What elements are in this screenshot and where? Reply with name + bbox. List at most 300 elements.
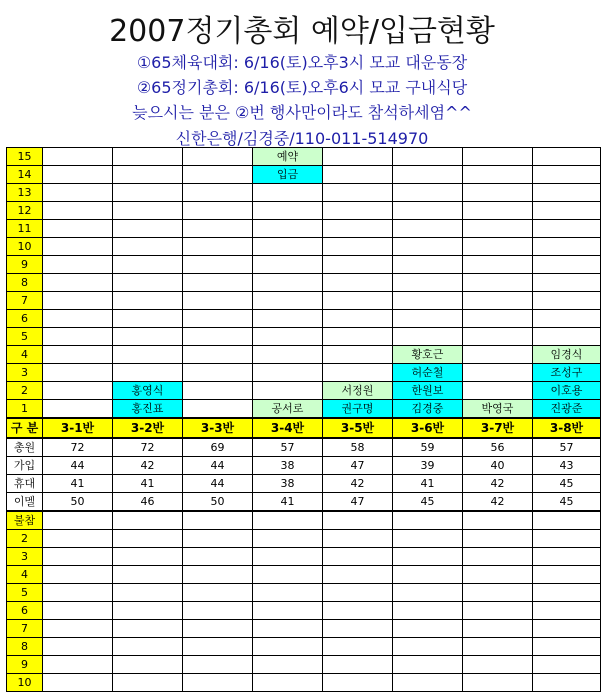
empty-cell[interactable] bbox=[323, 602, 393, 620]
empty-cell[interactable] bbox=[533, 674, 601, 692]
empty-cell[interactable] bbox=[323, 346, 393, 364]
empty-cell[interactable] bbox=[183, 148, 253, 166]
absent-row-label[interactable]: 9 bbox=[7, 656, 43, 674]
empty-cell[interactable] bbox=[43, 256, 113, 274]
stat-value[interactable]: 57 bbox=[253, 438, 323, 457]
empty-cell[interactable] bbox=[253, 638, 323, 656]
stat-value[interactable]: 38 bbox=[253, 475, 323, 493]
empty-cell[interactable] bbox=[43, 148, 113, 166]
empty-cell[interactable] bbox=[43, 220, 113, 238]
empty-cell[interactable] bbox=[323, 202, 393, 220]
empty-cell[interactable] bbox=[533, 656, 601, 674]
stat-value[interactable]: 41 bbox=[113, 475, 183, 493]
stat-value[interactable]: 41 bbox=[43, 475, 113, 493]
empty-cell[interactable] bbox=[393, 530, 463, 548]
notice-line: 늦으시는 분은 ②번 행사만이라도 참석하세염^^ bbox=[132, 103, 472, 122]
empty-cell[interactable] bbox=[323, 548, 393, 566]
stat-label[interactable]: 휴대 bbox=[7, 475, 43, 493]
stat-value[interactable]: 43 bbox=[533, 457, 601, 475]
empty-cell[interactable] bbox=[323, 530, 393, 548]
empty-cell[interactable] bbox=[113, 274, 183, 292]
empty-cell[interactable] bbox=[183, 274, 253, 292]
slot-row bbox=[7, 220, 601, 238]
row-label[interactable]: 12 bbox=[7, 202, 43, 220]
empty-cell[interactable] bbox=[463, 148, 533, 166]
empty-cell[interactable] bbox=[463, 566, 533, 584]
name-cell[interactable]: 홍영식 bbox=[113, 382, 183, 400]
empty-cell[interactable] bbox=[43, 566, 113, 584]
slot-row bbox=[7, 310, 601, 328]
empty-cell[interactable] bbox=[253, 292, 323, 310]
absent-row-label[interactable]: 4 bbox=[7, 566, 43, 584]
class-header-row bbox=[7, 418, 601, 438]
name-cell[interactable]: 조성구 bbox=[533, 364, 601, 382]
empty-cell[interactable] bbox=[533, 166, 601, 184]
empty-cell[interactable] bbox=[463, 602, 533, 620]
empty-cell[interactable] bbox=[393, 511, 463, 530]
row-label[interactable]: 11 bbox=[7, 220, 43, 238]
stat-value[interactable]: 44 bbox=[183, 457, 253, 475]
row-label[interactable]: 7 bbox=[7, 292, 43, 310]
class-header-6[interactable]: 3-6반 bbox=[393, 418, 463, 438]
empty-cell[interactable] bbox=[463, 274, 533, 292]
name-cell[interactable]: 홍진표 bbox=[113, 400, 183, 419]
empty-cell[interactable] bbox=[253, 674, 323, 692]
empty-cell[interactable] bbox=[253, 202, 323, 220]
empty-cell[interactable] bbox=[533, 310, 601, 328]
empty-cell[interactable] bbox=[463, 620, 533, 638]
empty-cell[interactable] bbox=[323, 674, 393, 692]
empty-cell[interactable] bbox=[533, 220, 601, 238]
class-header-label[interactable]: 구 분 bbox=[7, 418, 43, 438]
empty-cell[interactable] bbox=[183, 238, 253, 256]
empty-cell[interactable] bbox=[393, 220, 463, 238]
empty-cell[interactable] bbox=[393, 256, 463, 274]
empty-cell[interactable] bbox=[533, 256, 601, 274]
empty-cell[interactable] bbox=[463, 584, 533, 602]
absent-row bbox=[7, 638, 601, 656]
slot-row bbox=[7, 256, 601, 274]
class-header-8[interactable]: 3-8반 bbox=[533, 418, 601, 438]
empty-cell[interactable] bbox=[393, 566, 463, 584]
row-label[interactable]: 8 bbox=[7, 274, 43, 292]
class-header-2[interactable]: 3-2반 bbox=[113, 418, 183, 438]
empty-cell[interactable] bbox=[43, 400, 113, 419]
empty-cell[interactable] bbox=[463, 184, 533, 202]
empty-cell[interactable] bbox=[113, 656, 183, 674]
slot-row bbox=[7, 382, 601, 400]
empty-cell[interactable] bbox=[43, 584, 113, 602]
empty-cell[interactable] bbox=[43, 511, 113, 530]
empty-cell[interactable] bbox=[393, 674, 463, 692]
empty-cell[interactable] bbox=[113, 292, 183, 310]
empty-cell[interactable] bbox=[323, 184, 393, 202]
empty-cell[interactable] bbox=[183, 620, 253, 638]
empty-cell[interactable] bbox=[183, 656, 253, 674]
stat-label[interactable]: 총원 bbox=[7, 438, 43, 457]
stat-value[interactable]: 72 bbox=[113, 438, 183, 457]
name-cell[interactable]: 한원보 bbox=[393, 382, 463, 400]
slot-row bbox=[7, 202, 601, 220]
row-label[interactable]: 5 bbox=[7, 328, 43, 346]
row-label[interactable]: 4 bbox=[7, 346, 43, 364]
empty-cell[interactable] bbox=[393, 584, 463, 602]
event-line-sports-day: ①65체육대회: 6/16(토)오후3시 모교 대운동장 bbox=[136, 53, 468, 72]
empty-cell[interactable] bbox=[113, 184, 183, 202]
empty-cell[interactable] bbox=[463, 292, 533, 310]
empty-cell[interactable] bbox=[323, 292, 393, 310]
empty-cell[interactable] bbox=[113, 220, 183, 238]
empty-cell[interactable] bbox=[43, 548, 113, 566]
empty-cell[interactable] bbox=[533, 148, 601, 166]
event-line-general-meeting: ②65정기총회: 6/16(토)오후6시 모교 구내식당 bbox=[136, 78, 468, 97]
empty-cell[interactable] bbox=[253, 346, 323, 364]
empty-cell[interactable] bbox=[183, 310, 253, 328]
empty-cell[interactable] bbox=[463, 310, 533, 328]
empty-cell[interactable] bbox=[43, 364, 113, 382]
empty-cell[interactable] bbox=[533, 238, 601, 256]
name-cell[interactable]: 이호용 bbox=[533, 382, 601, 400]
empty-cell[interactable] bbox=[113, 346, 183, 364]
stat-value[interactable]: 38 bbox=[253, 457, 323, 475]
name-cell[interactable]: 진광준 bbox=[533, 400, 601, 419]
empty-cell[interactable] bbox=[113, 310, 183, 328]
empty-cell[interactable] bbox=[323, 364, 393, 382]
empty-cell[interactable] bbox=[183, 292, 253, 310]
empty-cell[interactable] bbox=[43, 638, 113, 656]
empty-cell[interactable] bbox=[113, 202, 183, 220]
empty-cell[interactable] bbox=[183, 202, 253, 220]
empty-cell[interactable] bbox=[253, 530, 323, 548]
empty-cell[interactable] bbox=[533, 602, 601, 620]
empty-cell[interactable] bbox=[253, 548, 323, 566]
stat-label[interactable]: 가입 bbox=[7, 457, 43, 475]
name-cell[interactable]: 허순철 bbox=[393, 364, 463, 382]
slot-row bbox=[7, 166, 601, 184]
name-cell[interactable]: 서정원 bbox=[323, 382, 393, 400]
empty-cell[interactable] bbox=[43, 292, 113, 310]
empty-cell[interactable] bbox=[323, 238, 393, 256]
empty-cell[interactable] bbox=[253, 184, 323, 202]
empty-cell[interactable] bbox=[393, 202, 463, 220]
stat-value[interactable]: 46 bbox=[113, 493, 183, 512]
stat-value[interactable]: 59 bbox=[393, 438, 463, 457]
empty-cell[interactable] bbox=[323, 511, 393, 530]
row-label[interactable]: 14 bbox=[7, 166, 43, 184]
empty-cell[interactable] bbox=[113, 256, 183, 274]
empty-cell[interactable] bbox=[183, 166, 253, 184]
empty-cell[interactable] bbox=[113, 364, 183, 382]
empty-cell[interactable] bbox=[393, 310, 463, 328]
row-label[interactable]: 13 bbox=[7, 184, 43, 202]
empty-cell[interactable] bbox=[253, 656, 323, 674]
empty-cell[interactable] bbox=[113, 602, 183, 620]
stat-value[interactable]: 45 bbox=[533, 493, 601, 512]
absent-row bbox=[7, 548, 601, 566]
name-cell[interactable]: 박영국 bbox=[463, 400, 533, 419]
row-label[interactable]: 10 bbox=[7, 238, 43, 256]
stat-value[interactable]: 42 bbox=[323, 475, 393, 493]
empty-cell[interactable] bbox=[183, 346, 253, 364]
empty-cell[interactable] bbox=[393, 328, 463, 346]
stat-value[interactable]: 42 bbox=[113, 457, 183, 475]
empty-cell[interactable] bbox=[463, 166, 533, 184]
empty-cell[interactable] bbox=[533, 548, 601, 566]
empty-cell[interactable] bbox=[113, 674, 183, 692]
row-label[interactable]: 1 bbox=[7, 400, 43, 419]
empty-cell[interactable] bbox=[183, 638, 253, 656]
empty-cell[interactable] bbox=[463, 220, 533, 238]
name-cell[interactable]: 권구명 bbox=[323, 400, 393, 419]
stat-value[interactable]: 42 bbox=[463, 475, 533, 493]
empty-cell[interactable] bbox=[393, 620, 463, 638]
slot-row bbox=[7, 184, 601, 202]
absent-row-label[interactable]: 2 bbox=[7, 530, 43, 548]
stat-value[interactable]: 41 bbox=[393, 475, 463, 493]
empty-cell[interactable] bbox=[323, 584, 393, 602]
empty-cell[interactable] bbox=[463, 202, 533, 220]
empty-cell[interactable] bbox=[463, 238, 533, 256]
slot-row bbox=[7, 148, 601, 166]
empty-cell[interactable] bbox=[393, 274, 463, 292]
empty-cell[interactable] bbox=[253, 328, 323, 346]
empty-cell[interactable] bbox=[533, 202, 601, 220]
empty-cell[interactable] bbox=[323, 328, 393, 346]
absent-row-label[interactable]: 6 bbox=[7, 602, 43, 620]
empty-cell[interactable] bbox=[43, 328, 113, 346]
stat-value[interactable]: 41 bbox=[253, 493, 323, 512]
empty-cell[interactable] bbox=[463, 346, 533, 364]
empty-cell[interactable] bbox=[533, 292, 601, 310]
page-title: 2007정기총회 예약/입금현황 bbox=[109, 14, 495, 49]
empty-cell[interactable] bbox=[533, 584, 601, 602]
empty-cell[interactable] bbox=[393, 292, 463, 310]
empty-cell[interactable] bbox=[113, 584, 183, 602]
empty-cell[interactable] bbox=[113, 166, 183, 184]
stat-value[interactable]: 72 bbox=[43, 438, 113, 457]
class-header-5[interactable]: 3-5반 bbox=[323, 418, 393, 438]
empty-cell[interactable] bbox=[393, 602, 463, 620]
empty-cell[interactable] bbox=[183, 566, 253, 584]
empty-cell[interactable] bbox=[183, 530, 253, 548]
empty-cell[interactable] bbox=[113, 548, 183, 566]
empty-cell[interactable] bbox=[533, 620, 601, 638]
empty-cell[interactable] bbox=[113, 148, 183, 166]
empty-cell[interactable] bbox=[183, 400, 253, 419]
class-header-7[interactable]: 3-7반 bbox=[463, 418, 533, 438]
empty-cell[interactable] bbox=[323, 274, 393, 292]
absent-row bbox=[7, 602, 601, 620]
stat-value[interactable]: 40 bbox=[463, 457, 533, 475]
empty-cell[interactable] bbox=[43, 166, 113, 184]
empty-cell[interactable] bbox=[533, 274, 601, 292]
absent-row-label[interactable]: 8 bbox=[7, 638, 43, 656]
empty-cell[interactable] bbox=[253, 256, 323, 274]
empty-cell[interactable] bbox=[183, 548, 253, 566]
stat-row bbox=[7, 457, 601, 475]
name-cell[interactable]: 임경식 bbox=[533, 346, 601, 364]
slot-row bbox=[7, 364, 601, 382]
empty-cell[interactable] bbox=[253, 566, 323, 584]
empty-cell[interactable] bbox=[43, 530, 113, 548]
empty-cell[interactable] bbox=[463, 548, 533, 566]
absent-row bbox=[7, 674, 601, 692]
absent-row bbox=[7, 566, 601, 584]
empty-cell[interactable] bbox=[323, 148, 393, 166]
empty-cell[interactable] bbox=[183, 364, 253, 382]
empty-cell[interactable] bbox=[113, 620, 183, 638]
empty-cell[interactable] bbox=[323, 566, 393, 584]
empty-cell[interactable] bbox=[533, 184, 601, 202]
empty-cell[interactable] bbox=[43, 602, 113, 620]
slot-row bbox=[7, 238, 601, 256]
empty-cell[interactable] bbox=[183, 382, 253, 400]
absent-row-label[interactable]: 10 bbox=[7, 674, 43, 692]
name-cell[interactable]: 황호근 bbox=[393, 346, 463, 364]
absent-row-label[interactable]: 7 bbox=[7, 620, 43, 638]
empty-cell[interactable] bbox=[183, 602, 253, 620]
empty-cell[interactable] bbox=[253, 620, 323, 638]
stat-value[interactable]: 58 bbox=[323, 438, 393, 457]
empty-cell[interactable] bbox=[183, 184, 253, 202]
stat-row bbox=[7, 438, 601, 457]
empty-cell[interactable] bbox=[183, 220, 253, 238]
empty-cell[interactable] bbox=[463, 364, 533, 382]
empty-cell[interactable] bbox=[393, 184, 463, 202]
empty-cell[interactable] bbox=[533, 530, 601, 548]
class-header-3[interactable]: 3-3반 bbox=[183, 418, 253, 438]
empty-cell[interactable] bbox=[43, 310, 113, 328]
empty-cell[interactable] bbox=[43, 202, 113, 220]
empty-cell[interactable] bbox=[113, 328, 183, 346]
stat-value[interactable]: 69 bbox=[183, 438, 253, 457]
stat-row bbox=[7, 493, 601, 512]
empty-cell[interactable] bbox=[253, 310, 323, 328]
empty-cell[interactable] bbox=[43, 184, 113, 202]
empty-cell[interactable] bbox=[533, 328, 601, 346]
empty-cell[interactable] bbox=[323, 166, 393, 184]
empty-cell[interactable] bbox=[463, 530, 533, 548]
empty-cell[interactable] bbox=[253, 274, 323, 292]
stat-value[interactable]: 39 bbox=[393, 457, 463, 475]
slot-row bbox=[7, 274, 601, 292]
empty-cell[interactable] bbox=[393, 166, 463, 184]
stat-value[interactable]: 50 bbox=[43, 493, 113, 512]
empty-cell[interactable] bbox=[253, 220, 323, 238]
row-label[interactable]: 3 bbox=[7, 364, 43, 382]
empty-cell[interactable] bbox=[393, 638, 463, 656]
absent-row-label[interactable]: 3 bbox=[7, 548, 43, 566]
name-cell[interactable]: 예약 bbox=[253, 148, 323, 166]
slot-row bbox=[7, 292, 601, 310]
empty-cell[interactable] bbox=[323, 310, 393, 328]
empty-cell[interactable] bbox=[43, 238, 113, 256]
row-label[interactable]: 15 bbox=[7, 148, 43, 166]
stat-label[interactable]: 이멜 bbox=[7, 493, 43, 512]
stat-value[interactable]: 42 bbox=[463, 493, 533, 512]
stat-value[interactable]: 47 bbox=[323, 457, 393, 475]
empty-cell[interactable] bbox=[463, 674, 533, 692]
stat-value[interactable]: 50 bbox=[183, 493, 253, 512]
empty-cell[interactable] bbox=[463, 511, 533, 530]
empty-cell[interactable] bbox=[253, 511, 323, 530]
row-label[interactable]: 9 bbox=[7, 256, 43, 274]
empty-cell[interactable] bbox=[533, 566, 601, 584]
empty-cell[interactable] bbox=[463, 638, 533, 656]
absent-row bbox=[7, 584, 601, 602]
empty-cell[interactable] bbox=[43, 620, 113, 638]
empty-cell[interactable] bbox=[393, 656, 463, 674]
empty-cell[interactable] bbox=[253, 382, 323, 400]
empty-cell[interactable] bbox=[463, 256, 533, 274]
empty-cell[interactable] bbox=[323, 256, 393, 274]
name-cell[interactable]: 공서로 bbox=[253, 400, 323, 419]
class-header-4[interactable]: 3-4반 bbox=[253, 418, 323, 438]
empty-cell[interactable] bbox=[463, 328, 533, 346]
empty-cell[interactable] bbox=[323, 220, 393, 238]
empty-cell[interactable] bbox=[113, 511, 183, 530]
stat-value[interactable]: 44 bbox=[43, 457, 113, 475]
absent-row-label[interactable]: 5 bbox=[7, 584, 43, 602]
empty-cell[interactable] bbox=[113, 530, 183, 548]
empty-cell[interactable] bbox=[43, 382, 113, 400]
empty-cell[interactable] bbox=[393, 148, 463, 166]
stat-value[interactable]: 45 bbox=[393, 493, 463, 512]
empty-cell[interactable] bbox=[463, 382, 533, 400]
name-cell[interactable]: 김경중 bbox=[393, 400, 463, 419]
empty-cell[interactable] bbox=[253, 238, 323, 256]
empty-cell[interactable] bbox=[533, 511, 601, 530]
empty-cell[interactable] bbox=[393, 238, 463, 256]
empty-cell[interactable] bbox=[43, 656, 113, 674]
stat-value[interactable]: 45 bbox=[533, 475, 601, 493]
absent-row-label[interactable]: 불참 bbox=[7, 511, 43, 530]
empty-cell[interactable] bbox=[183, 328, 253, 346]
empty-cell[interactable] bbox=[393, 548, 463, 566]
empty-cell[interactable] bbox=[113, 638, 183, 656]
empty-cell[interactable] bbox=[533, 638, 601, 656]
slot-row bbox=[7, 346, 601, 364]
empty-cell[interactable] bbox=[43, 346, 113, 364]
empty-cell[interactable] bbox=[183, 584, 253, 602]
empty-cell[interactable] bbox=[253, 584, 323, 602]
row-label[interactable]: 6 bbox=[7, 310, 43, 328]
stat-value[interactable]: 57 bbox=[533, 438, 601, 457]
stat-value[interactable]: 44 bbox=[183, 475, 253, 493]
name-cell[interactable]: 입금 bbox=[253, 166, 323, 184]
empty-cell[interactable] bbox=[43, 674, 113, 692]
class-header-1[interactable]: 3-1반 bbox=[43, 418, 113, 438]
empty-cell[interactable] bbox=[323, 638, 393, 656]
slot-row bbox=[7, 400, 601, 419]
row-label[interactable]: 2 bbox=[7, 382, 43, 400]
empty-cell[interactable] bbox=[183, 674, 253, 692]
stat-value[interactable]: 56 bbox=[463, 438, 533, 457]
empty-cell[interactable] bbox=[183, 256, 253, 274]
empty-cell[interactable] bbox=[463, 656, 533, 674]
stat-value[interactable]: 47 bbox=[323, 493, 393, 512]
empty-cell[interactable] bbox=[323, 656, 393, 674]
empty-cell[interactable] bbox=[253, 364, 323, 382]
empty-cell[interactable] bbox=[323, 620, 393, 638]
empty-cell[interactable] bbox=[253, 602, 323, 620]
empty-cell[interactable] bbox=[183, 511, 253, 530]
stat-row bbox=[7, 475, 601, 493]
slot-row bbox=[7, 328, 601, 346]
empty-cell[interactable] bbox=[113, 238, 183, 256]
empty-cell[interactable] bbox=[113, 566, 183, 584]
empty-cell[interactable] bbox=[43, 274, 113, 292]
